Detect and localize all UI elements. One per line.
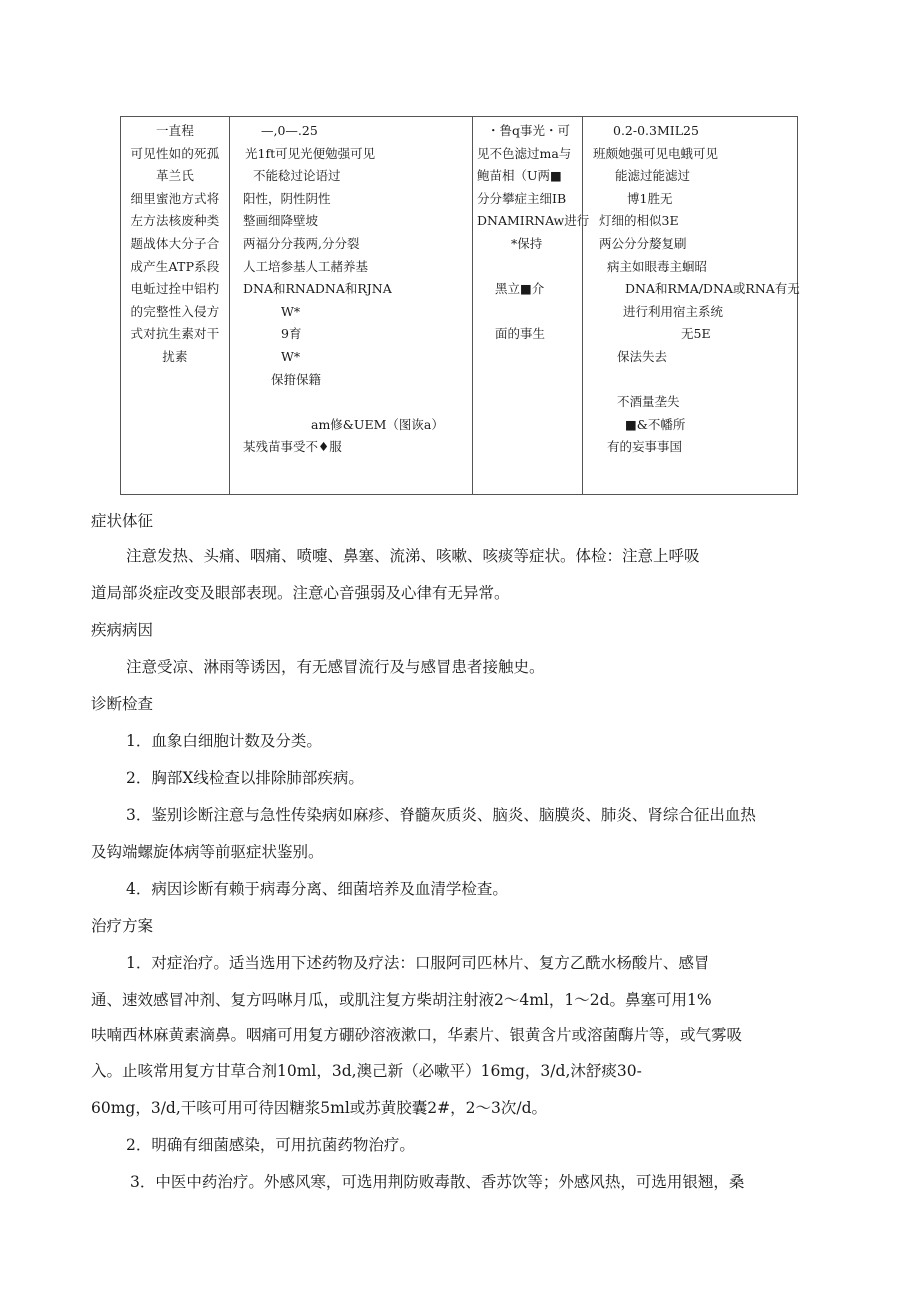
- cell-line: 鲍苗相（U两■: [477, 168, 562, 184]
- paragraph-line: 道局部炎症改变及眼部表现。注意心音强弱及心律有无异常。: [91, 584, 510, 602]
- list-item: 4．病因诊断有赖于病毒分离、细菌培养及血清学检查。: [126, 880, 508, 898]
- cell-line: ■&不幡所: [625, 416, 686, 432]
- section-heading-diagnosis: 诊断检查: [91, 695, 154, 713]
- table-column-4: [587, 120, 800, 459]
- cell-line: [233, 391, 473, 414]
- cell-line: W*: [281, 348, 301, 364]
- table-divider: [582, 117, 583, 494]
- list-item: 呋喃西林麻黄素滴鼻。咽痛可用复方硼砂溶液漱口，华素片、银黄含片或溶菌酶片等，或气雾吸: [91, 1026, 743, 1044]
- cell-line: [477, 301, 581, 324]
- cell-line: 9育: [281, 326, 302, 342]
- cell-line: 革兰氏: [155, 168, 195, 184]
- cell-line: am修&UEM（图诙a）: [311, 416, 444, 432]
- cell-line: 班颇她强可见电蛾可见: [593, 145, 719, 161]
- table-column-3: [477, 120, 590, 346]
- cell-line: 无5E: [681, 326, 711, 342]
- section-heading-symptoms: 症状体征: [91, 512, 154, 530]
- cell-line: 成产生ATP系段: [130, 258, 220, 274]
- cell-line: 一直程: [155, 123, 195, 138]
- list-item: 2．胸部X线检查以排除肺部疾病。: [126, 769, 364, 787]
- cell-line: 扰素: [162, 348, 188, 364]
- cell-line: 两福分分莪两,分分裂: [243, 235, 360, 251]
- paragraph-line: 注意受凉、淋雨等诱因，有无感冒流行及与感冒患者接触史。: [126, 658, 545, 676]
- cell-line: [477, 256, 581, 279]
- cell-line: 人工培参基人工赭养基: [243, 258, 369, 274]
- table-column-1: [121, 120, 229, 369]
- cell-line: 的完整性入侵方: [130, 303, 220, 319]
- cell-line: 两公分分嫠复刷: [599, 235, 687, 251]
- cell-line: —,0—.25: [261, 123, 318, 138]
- cell-line: 细里蜜池方式将: [130, 190, 220, 206]
- list-item: 入。止咳常用复方甘草合剂10ml，3d,澳己新（必嗽平）16mg，3/d,沐舒痰30-: [91, 1062, 642, 1080]
- table-divider: [229, 117, 230, 494]
- cell-line: 某残苗事受不♦服: [243, 439, 342, 455]
- cell-line: 题战体大分子合: [130, 235, 220, 251]
- cell-line: 式对抗生素对干: [130, 326, 220, 342]
- section-heading-etiology: 疾病病因: [91, 621, 154, 639]
- cell-line: DNA和RMA/DNA或RNA有无: [625, 281, 800, 297]
- cell-line: DNAMIRNAw进行: [477, 213, 590, 229]
- list-item: 1．对症治疗。适当选用下述药物及疗法：口服阿司匹林片、复方乙酰水杨酸片、感冒: [126, 954, 710, 972]
- cell-line: 0.2-0.3MIL25: [613, 123, 699, 138]
- list-item: 3．中医中药治疗。外感风寒，可选用荆防败毒散、香苏饮等；外感风热，可选用银翘，桑: [130, 1173, 745, 1191]
- list-item: 2．明确有细菌感染，可用抗菌药物治疗。: [126, 1136, 415, 1154]
- cell-line: 病主如眼毒主蛔昭: [607, 258, 708, 274]
- cell-line: 分分攀症主细IB: [477, 190, 567, 206]
- cell-line: 进行利用宿主系统: [623, 303, 724, 319]
- list-item: 3．鉴别诊断注意与急性传染病如麻疹、脊髓灰质炎、脑炎、脑膜炎、肺炎、肾综合征出血热: [126, 806, 756, 824]
- cell-line: 电蚯过拴中铝杓: [130, 281, 220, 297]
- cell-line: 有的妄事事国: [607, 439, 683, 455]
- cell-line: [587, 369, 797, 392]
- cell-line: DNA和RNADNA和RJNA: [243, 281, 392, 297]
- cell-line: 光1ft可见光便勉强可见: [245, 145, 376, 161]
- cell-line: 整画细降壁坡: [243, 213, 319, 229]
- cell-line: 不酒量垄失: [617, 394, 680, 410]
- cell-line: 保法失去: [617, 348, 668, 364]
- cell-line: 左方法核废种类: [130, 213, 220, 229]
- cell-line: W*: [281, 303, 301, 319]
- table-column-2: [233, 120, 473, 459]
- list-item: 1．血象白细胞计数及分类。: [126, 732, 322, 750]
- section-heading-treatment: 治疗方案: [91, 917, 154, 935]
- cell-line: ・鲁q事光・可: [487, 123, 571, 138]
- cell-line: 阳性，阴性阴性: [243, 190, 331, 206]
- cell-line: 博1胜无: [627, 190, 673, 206]
- cell-line: 可见性如的死孤: [130, 145, 220, 161]
- cell-line: *保持: [511, 235, 543, 251]
- list-item: 通、速效感冒冲剂、复方吗啉月瓜，或肌注复方柴胡注射液2～4ml，1～2d。鼻塞可用1%: [91, 991, 712, 1009]
- list-item: 60mg，3/d,干咳可用可待因糖浆5ml或苏黄胶囊2#，2～3次/d。: [91, 1099, 548, 1117]
- cell-line: 面的事生: [495, 326, 546, 342]
- cell-line: 黑立■介: [495, 281, 545, 297]
- list-item: 及钩端螺旋体病等前驱症状鉴别。: [91, 843, 324, 861]
- cell-line: 见不色滤过ma与: [477, 145, 572, 161]
- cell-line: 保箝保籍: [271, 371, 322, 387]
- cell-line: 能滤过能滤过: [615, 168, 691, 184]
- cell-line: 灯细的相似3E: [599, 213, 679, 229]
- cell-line: 不能稔过论语过: [253, 168, 341, 184]
- comparison-table: [120, 116, 798, 495]
- paragraph-line: 注意发热、头痛、咽痛、喷嚏、鼻塞、流涕、咳嗽、咳痰等症状。体检：注意上呼吸: [126, 547, 700, 565]
